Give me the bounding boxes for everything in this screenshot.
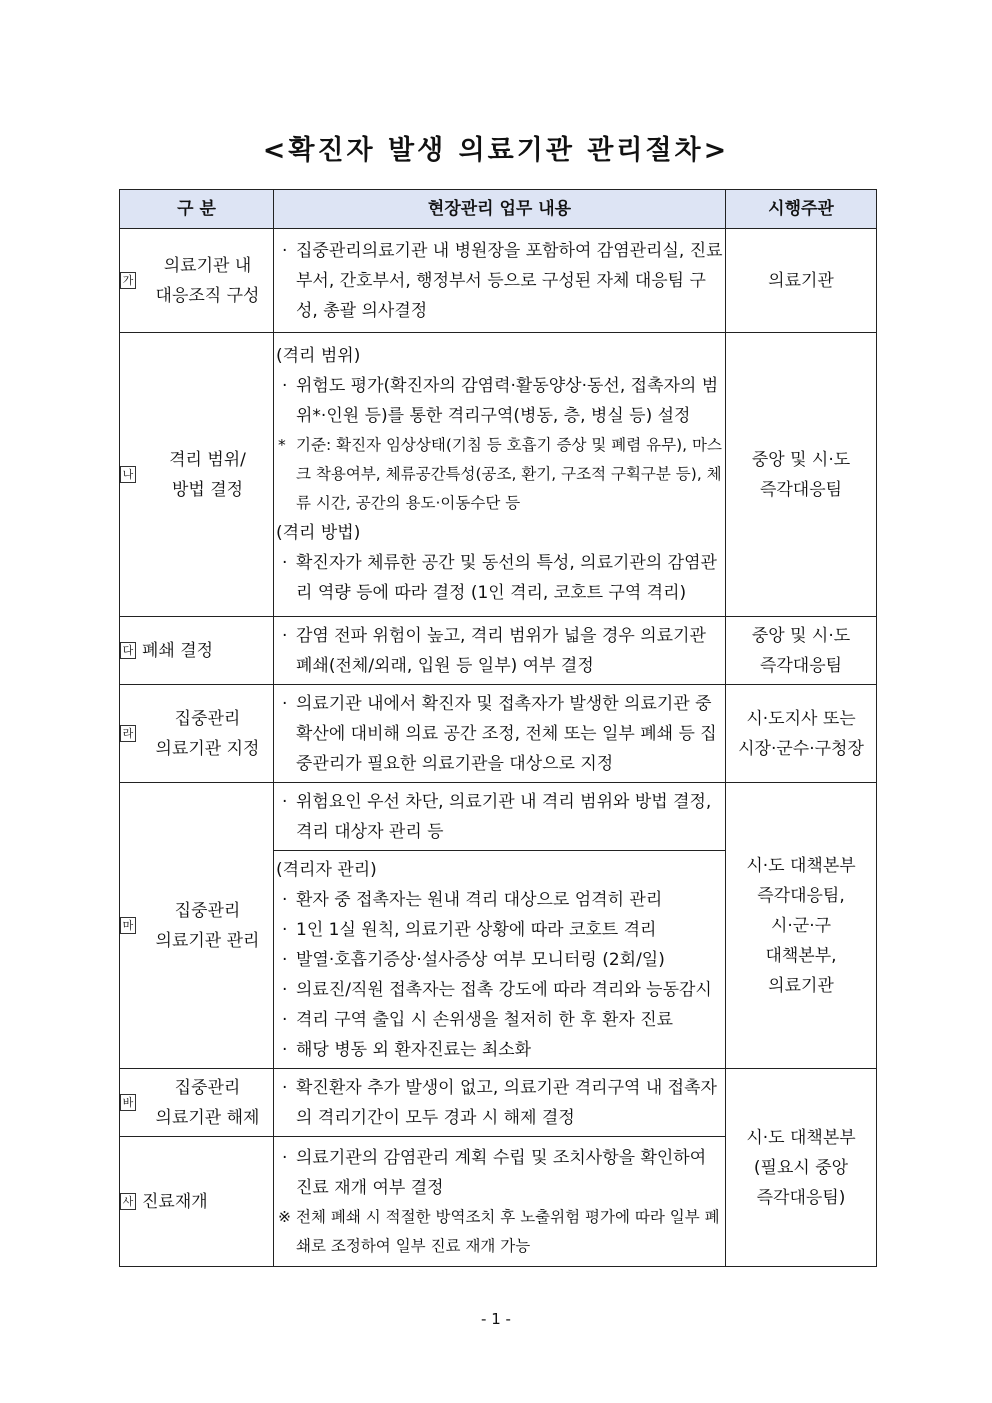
category-label: 진료재개 [142,1191,208,1212]
row-content [274,685,726,783]
content-item: · 집중관리의료기관 내 병원장을 포함하여 감염관리실, 진료부서, 간호부서, 행정부서 등으로 구성된 자체 대응팀 구성, 총괄 의사결정 [274,236,725,326]
category-label: 집중관리 [174,1077,241,1098]
executor-label: 중앙 및 시·도 [751,449,851,470]
table-row [120,617,877,685]
row-executor [726,1069,877,1267]
category-label: 방법 결정 [171,479,244,500]
table-row [120,783,877,851]
table-row [120,1069,877,1137]
category-label: 집중관리 [174,708,241,729]
row-category [120,685,274,783]
category-label: 의료기관 내 [163,255,252,276]
row-category [120,1069,274,1137]
header-content: 현장관리 업무 내용 [274,190,726,229]
table-row [120,685,877,783]
table-row [120,333,877,617]
content-note [274,1203,725,1261]
content-item: · 환자 중 접촉자는 원내 격리 대상으로 엄격히 관리 [274,885,725,915]
executor-label: 시·도지사 또는 [746,708,856,729]
content-item: · 확진환자 추가 발생이 없고, 의료기관 격리구역 내 접촉자의 격리기간이 모두 경과 시 해제 결정 [274,1073,725,1133]
content-item: · 해당 병동 외 환자진료는 최소화 [274,1035,725,1065]
note-symbol: * [278,436,286,454]
executor-label: 시·군·구 [770,915,832,936]
row-content [274,333,726,617]
subheading: (격리 범위) [276,346,361,366]
row-executor [726,229,877,333]
row-content [274,851,726,1069]
category-label: 대응조직 구성 [155,285,260,306]
step-marker: 마 [120,917,136,934]
category-label: 집중관리 [174,900,241,921]
content-note [274,431,725,518]
content-item: · 의료기관의 감염관리 계획 수립 및 조치사항을 확인하여 진료 재개 여부 결정 [274,1143,725,1203]
executor-label: 즉각대응팀) [756,1187,846,1208]
note-text: 전체 폐쇄 시 적절한 방역조치 후 노출위험 평가에 따라 일부 폐쇄로 조정하여 일부 진료 재개 가능 [296,1207,720,1255]
note-text: 기준: 확진자 임상상태(기침 등 호흡기 증상 및 폐렴 유무), 마스크 착용여부, 체류공간특성(공조, 환기, 구조적 구획구분 등), 체류 시간, 공간의 용도·이동수단 등 [296,436,722,512]
row-executor [726,333,877,617]
executor-label: 중앙 및 시·도 [751,625,851,646]
header-executor: 시행주관 [726,190,877,229]
table-header-row [120,190,877,229]
row-executor [726,617,877,685]
content-item: · 위험요인 우선 차단, 의료기관 내 격리 범위와 방법 결정, 격리 대상자 관리 등 [274,787,725,847]
content-item: · 위험도 평가(확진자의 감염력·활동양상·동선, 접촉자의 범위*·인원 등)를 통한 격리구역(병동, 층, 병실 등) 설정 [274,371,725,431]
content-item: · 발열·호흡기증상·설사증상 여부 모니터링 (2회/일) [274,945,725,975]
executor-label: 의료기관 [768,270,834,291]
step-marker: 라 [120,725,136,742]
executor-label: (필요시 중앙 [753,1157,849,1178]
content-item: · 확진자가 체류한 공간 및 동선의 특성, 의료기관의 감염관리 역량 등에 따라 결정 (1인 격리, 코호트 구역 격리) [274,548,725,608]
row-executor [726,685,877,783]
content-item: · 의료진/직원 접촉자는 접촉 강도에 따라 격리와 능동감시 [274,975,725,1005]
category-label: 격리 범위/ [169,449,246,470]
content-item: · 1인 1실 원칙, 의료기관 상황에 따라 코호트 격리 [274,915,725,945]
executor-label: 즉각대응팀 [759,655,843,676]
page-number: - 1 - [481,1310,511,1328]
row-category [120,1137,274,1267]
row-content [274,229,726,333]
row-executor [726,783,877,1069]
step-marker: 사 [120,1193,136,1210]
executor-label: 즉각대응팀, [757,885,845,906]
procedure-table [119,189,877,1267]
row-category [120,783,274,1069]
executor-label: 시·도 대책본부 [746,1127,856,1148]
step-marker: 나 [120,466,136,483]
step-marker: 가 [120,272,136,289]
row-content [274,1137,726,1267]
category-label: 폐쇄 결정 [142,640,214,661]
row-category [120,229,274,333]
executor-label: 시·도 대책본부 [746,855,856,876]
row-content [274,1069,726,1137]
executor-label: 즉각대응팀 [759,479,843,500]
subheading: (격리 방법) [276,523,361,543]
row-category [120,333,274,617]
row-content [274,617,726,685]
executor-label: 의료기관 [768,975,834,996]
step-marker: 바 [120,1094,136,1111]
executor-label: 대책본부, [765,945,837,966]
category-label: 의료기관 해제 [155,1107,260,1128]
header-category: 구 분 [120,190,274,229]
content-item: · 의료기관 내에서 확진자 및 접촉자가 발생한 의료기관 중 확산에 대비해 의료 공간 조정, 전체 또는 일부 폐쇄 등 집중관리가 필요한 의료기관을 대상으로 지정 [274,689,725,779]
row-category [120,617,274,685]
category-label: 의료기관 관리 [155,930,260,951]
note-symbol: ※ [278,1207,291,1226]
content-item: · 감염 전파 위험이 높고, 격리 범위가 넓을 경우 의료기관 폐쇄(전체/외래, 입원 등 일부) 여부 결정 [274,621,725,681]
executor-label: 시장·군수·구청장 [738,738,864,759]
page-title: <확진자 발생 의료기관 관리절차> [262,135,730,166]
category-label: 의료기관 지정 [155,738,260,759]
table-row [120,229,877,333]
step-marker: 다 [120,642,136,659]
content-item: · 격리 구역 출입 시 손위생을 철저히 한 후 환자 진료 [274,1005,725,1035]
subheading: (격리자 관리) [276,859,377,880]
row-content [274,783,726,851]
